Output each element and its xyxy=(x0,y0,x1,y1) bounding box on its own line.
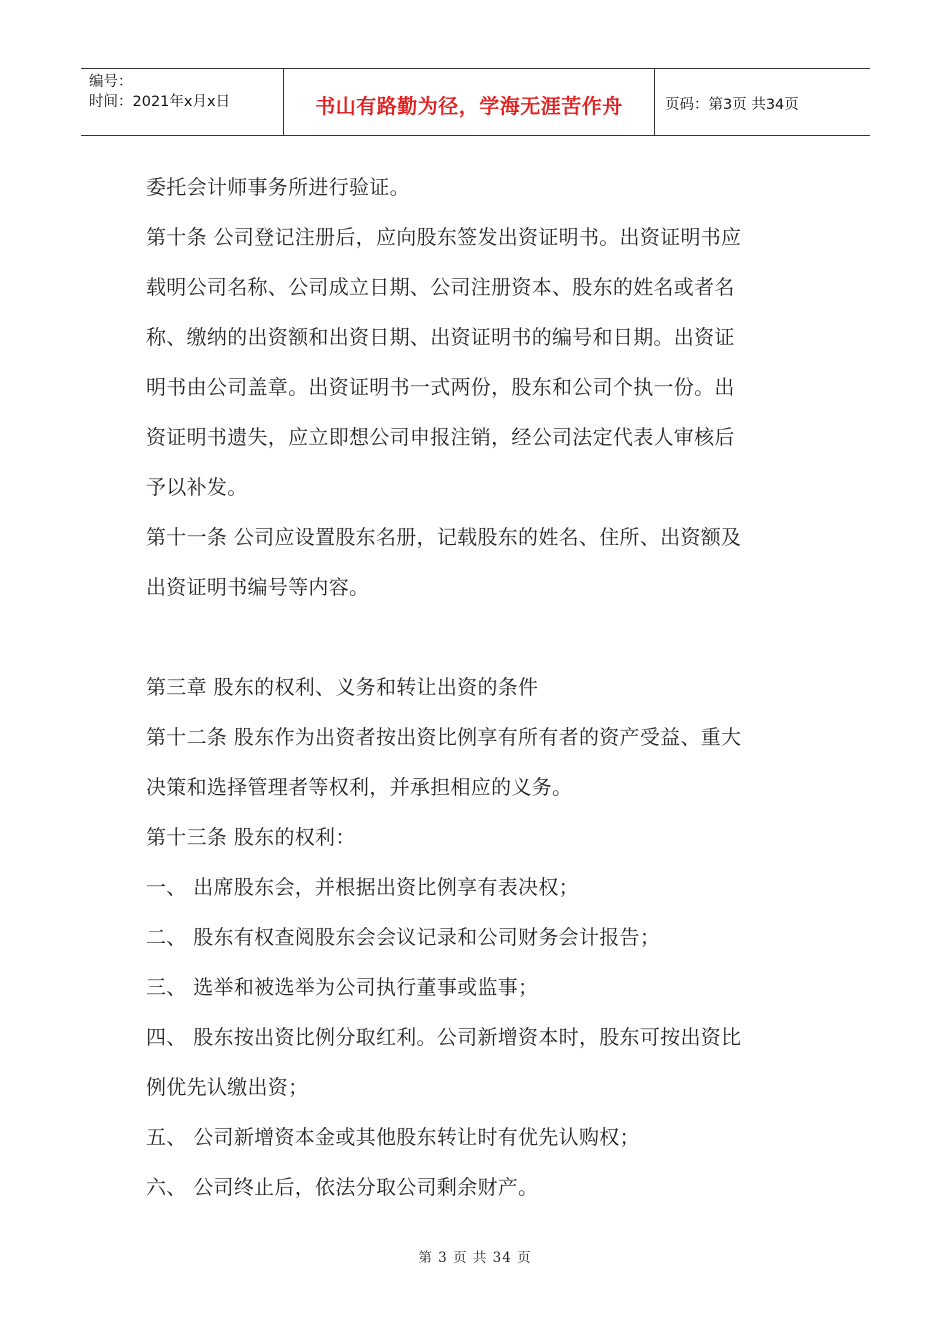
list-item: 一、 出席股东会，并根据出资比例享有表决权； xyxy=(146,875,579,899)
body-line: 明书由公司盖章。出资证明书一式两份，股东和公司个执一份。出 xyxy=(146,375,735,399)
header-page-code: 页码：第3页 共34页 xyxy=(665,97,799,113)
document-body xyxy=(146,162,826,1212)
header-meta xyxy=(81,69,284,135)
body-line: 委托会计师事务所进行验证。 xyxy=(146,175,410,199)
body-line: 出资证明书编号等内容。 xyxy=(146,575,370,599)
body-line: 称、缴纳的出资额和出资日期、出资证明书的编号和日期。出资证 xyxy=(146,325,735,349)
body-line: 载明公司名称、公司成立日期、公司注册资本、股东的姓名或者名 xyxy=(146,275,735,299)
body-line: 决策和选择管理者等权利，并承担相应的义务。 xyxy=(146,775,573,799)
body-line: 资证明书遗失，应立即想公司申报注销，经公司法定代表人审核后 xyxy=(146,425,735,449)
chapter-heading: 第三章 股东的权利、义务和转让出资的条件 xyxy=(146,675,539,699)
page-header xyxy=(81,68,870,136)
list-item: 四、 股东按出资比例分取红利。公司新增资本时，股东可按出资比 xyxy=(146,1025,742,1049)
header-motto: 书山有路勤为径，学海无涯苦作舟 xyxy=(284,69,655,135)
list-item: 二、 股东有权查阅股东会会议记录和公司财务会计报告； xyxy=(146,925,661,949)
time-label: 时间：2021年x月x日 xyxy=(89,94,231,110)
body-line: 第十三条 股东的权利： xyxy=(146,825,356,849)
list-item-continued: 例优先认缴出资； xyxy=(146,1075,309,1099)
list-item: 六、 公司终止后，依法分取公司剩余财产。 xyxy=(146,1175,539,1199)
page-footer: 第 3 页 共 34 页 xyxy=(418,1250,532,1266)
body-line: 第十二条 股东作为出资者按出资比例享有所有者的资产受益、重大 xyxy=(146,725,742,749)
paragraph-gap xyxy=(146,612,826,662)
list-item: 五、 公司新增资本金或其他股东转让时有优先认购权； xyxy=(146,1125,640,1149)
number-label: 编号： xyxy=(89,74,133,90)
body-line: 予以补发。 xyxy=(146,475,248,499)
body-line: 第十一条 公司应设置股东名册，记载股东的姓名、住所、出资额及 xyxy=(146,525,742,549)
list-item: 三、 选举和被选举为公司执行董事或监事； xyxy=(146,975,539,999)
body-line: 第十条 公司登记注册后，应向股东签发出资证明书。出资证明书应 xyxy=(146,225,742,249)
